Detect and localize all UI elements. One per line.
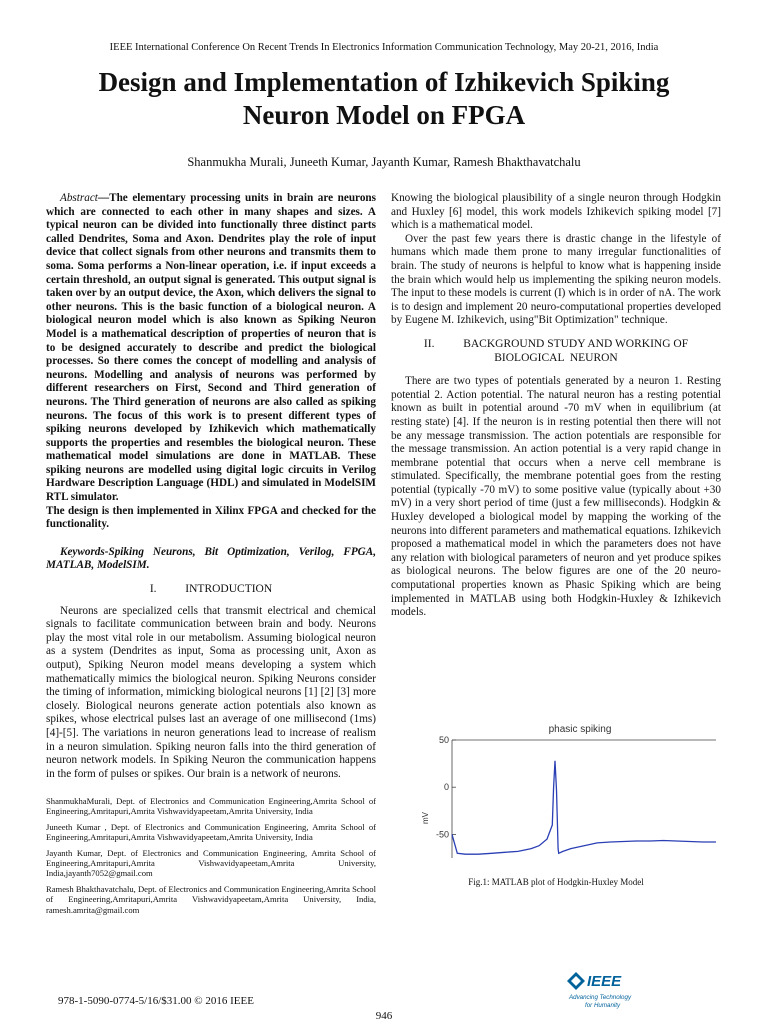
abstract: [46, 192, 376, 505]
footnote-3: Jayanth Kumar, Dept. of Electronics and Communication Engineering, Amrita School of Engineering,Amritapuri,Amrita Vishwavidyapeetam,Amrita University, India,jayanth7052@gmail.com: [46, 847, 376, 879]
abstract-body: —The elementary processing units in brain are neurons which are connected to each other in many shapes and sizes. A typical neuron can be divided into functionally three distinct parts called Dendrites, Soma and Axon. Dendrites play the role of input device that collect signals from other neurons and transmits them to soma. Soma performs a Non-linear operation, i.e. if input exceeds a certain threshold, an output signal is generated. This output signal is taken over by an output device, the Axon, which delivers the signal to other neurons. This is the basic function of a biological neuron. A biological neuron model which is also known as Spiking Neuron Model is a mathematical description of properties of neuron that is to be designed accurately to describe and predict the biological processes. So there comes the concept of modelling and analysis of neurons. Modelling and analysis of neurons was performed by different researchers on First, Second and Third generation of neurons. The Third generation of neurons are also called as spiking neurons. The focus of this work is to present different types of spiking neurons developed by Izhikevich which mathematically supports the properties and resembles the biological neuron. These mathematical model simulations are done in MATLAB. These spiking neurons are modelled using digital logic circuits in Verilog Hardware Description Language (HDL) and simulated in ModelSIM RTL simulator.: [46, 192, 376, 504]
title-line-2: Neuron Model on FPGA: [242, 100, 526, 130]
right-column: [391, 192, 721, 620]
figure-caption: Fig.1: MATLAB plot of Hodgkin-Huxley Model: [468, 877, 644, 887]
page-number: 946: [375, 1010, 393, 1022]
phasic-spiking-plot: [420, 718, 720, 863]
keywords: Keywords-Spiking Neurons, Bit Optimization, Verilog, FPGA, MATLAB, ModelSIM.: [46, 545, 376, 572]
right-paragraph-2: Over the past few years there is drastic change in the lifestyle of humans which made them prone to many irregular functionalities of brain. The study of neurons is helpful to know what is happening inside the brain which would help us implementing the spiking neuron models. The input to these models is current (I) which is in order of nA. The work is to design and implement 20 neuro-computational properties developed by Eugene M. Izhikevich, using"Bit Optimization" technique.: [391, 232, 721, 327]
left-column: [46, 192, 376, 781]
title-line-1: Design and Implementation of Izhikevich Spiking: [98, 67, 670, 97]
right-paragraph-1: Knowing the biological plausibility of a single neuron through Hodgkin and Huxley [6] model, this work models Izhikevich spiking model [7] which is a mathematical model.: [391, 192, 721, 232]
plot-ticks: [436, 735, 456, 839]
y-tick-label-1: 0: [443, 782, 449, 793]
footnote-1: ShanmukhaMurali, Dept. of Electronics and Communication Engineering,Amrita School of Engineering,Amritapuri,Amrita Vishwavidyapeetam,Amrita University, India: [46, 796, 376, 817]
ieee-tagline-2: for Humanity: [585, 1002, 621, 1009]
plot-axis-lines: [452, 740, 716, 858]
plot-ylabel: mV: [421, 812, 430, 824]
abstract-label: Abstract: [60, 192, 98, 204]
author-list: Shanmukha Murali, Juneeth Kumar, Jayanth Kumar, Ramesh Bhakthavatchalu: [187, 155, 581, 169]
voltage-trace: [452, 761, 716, 854]
background-paragraph: There are two types of potentials generated by a neuron 1. Resting potential 2. Action potential. The natural neuron has a resting potential known as built in potential around -70 mV when in equilibrium (at resting state) [4]. If the neuron is in resting potential then there will not be any message transmission. The action potentials are responsible for the message transmission. An action potential is a very rapid change in membrane potential that occurs when a nerve cell membrane is stimulated. Specifically, the membrane potential goes from the resting potential (typically -70 mV) to some positive value (typically about +30 mV) in a very short period of time (just a few milliseconds). Hodgkin & Huxley developed a biological model by mapping the working of the neurons into different parameters and mathematical equations. Izhikevich proposed a mathematical model in which the parameters does not have any relation with biological parameters of neuron and yet produce spikes as biological neurons. The below figures are one of the 20 neuro-computational properties known as Phasic Spiking which are being implemented in MATLAB using both Hodgkin-Huxley & Izhikevich models.: [391, 375, 721, 619]
conference-header: IEEE International Conference On Recent Trends In Electronics Information Communication Technology, May 20-21, 2016, India: [109, 42, 659, 53]
ieee-tagline-1: Advancing Technology: [569, 994, 632, 1001]
author-affiliations: [46, 796, 376, 920]
isbn-copyright: 978-1-5090-0774-5/16/$31.00 © 2016 IEEE: [58, 995, 254, 1007]
section-heading-background-line2: BIOLOGICAL NEURON: [494, 351, 618, 364]
ieee-logo: [567, 970, 637, 1012]
paper-title: [40, 66, 728, 132]
section-heading-background: [391, 338, 721, 365]
plot-title: phasic spiking: [548, 724, 612, 735]
ieee-diamond-icon: [567, 972, 585, 990]
section-heading-introduction: I. INTRODUCTION: [149, 583, 273, 596]
footnote-2: Juneeth Kumar , Dept. of Electronics and Communication Engineering, Amrita School of Engineering,Amritapuri,Amrita Vishwavidyapeetam,Amrita University, India: [46, 821, 376, 843]
ieee-wordmark: IEEE: [587, 973, 622, 990]
section-heading-background-line1: II. BACKGROUND STUDY AND WORKING OF: [423, 337, 689, 350]
y-tick-label-2: -50: [435, 829, 449, 840]
introduction-paragraph: Neurons are specialized cells that transmit electrical and chemical signals to facilitate communication between brain and body. Neurons play the most vital role in our metabolism. Assuming biological neuron as a system (Dendrites as input, Soma as processing unit, Axon as output), Spiking Neuron model means developing a system which mathematically mimics the biological neuron. Spiking Neurons consider the timing of information, mimicking biological neurons [1] [2] [3] more closely. Biological neurons generate action potentials also known as spikes, whose electrical pulses last an average of one millisecond (1ms) [4]-[5]. The variations in neuron generations lead to increase of realism in a neuron simulation. Spiking neuron falls into the third generation of neuron network models. In Spiking Neuron the communication happens in the form of pulses or spikes. Our brain is a network of neurons.: [46, 604, 376, 780]
y-tick-label-0: 50: [438, 735, 449, 745]
abstract-body-2: The design is then implemented in Xilinx FPGA and checked for the functionality.: [46, 504, 376, 531]
footnote-4: Ramesh Bhakthavatchalu, Dept. of Electronics and Communication Engineering,Amrita School of Engineering,Amritapuri,Amrita Vishwavidyapeetam,Amrita University, India, ramesh.amrita@gmail.com: [46, 883, 376, 915]
plot-axes: [452, 740, 716, 858]
